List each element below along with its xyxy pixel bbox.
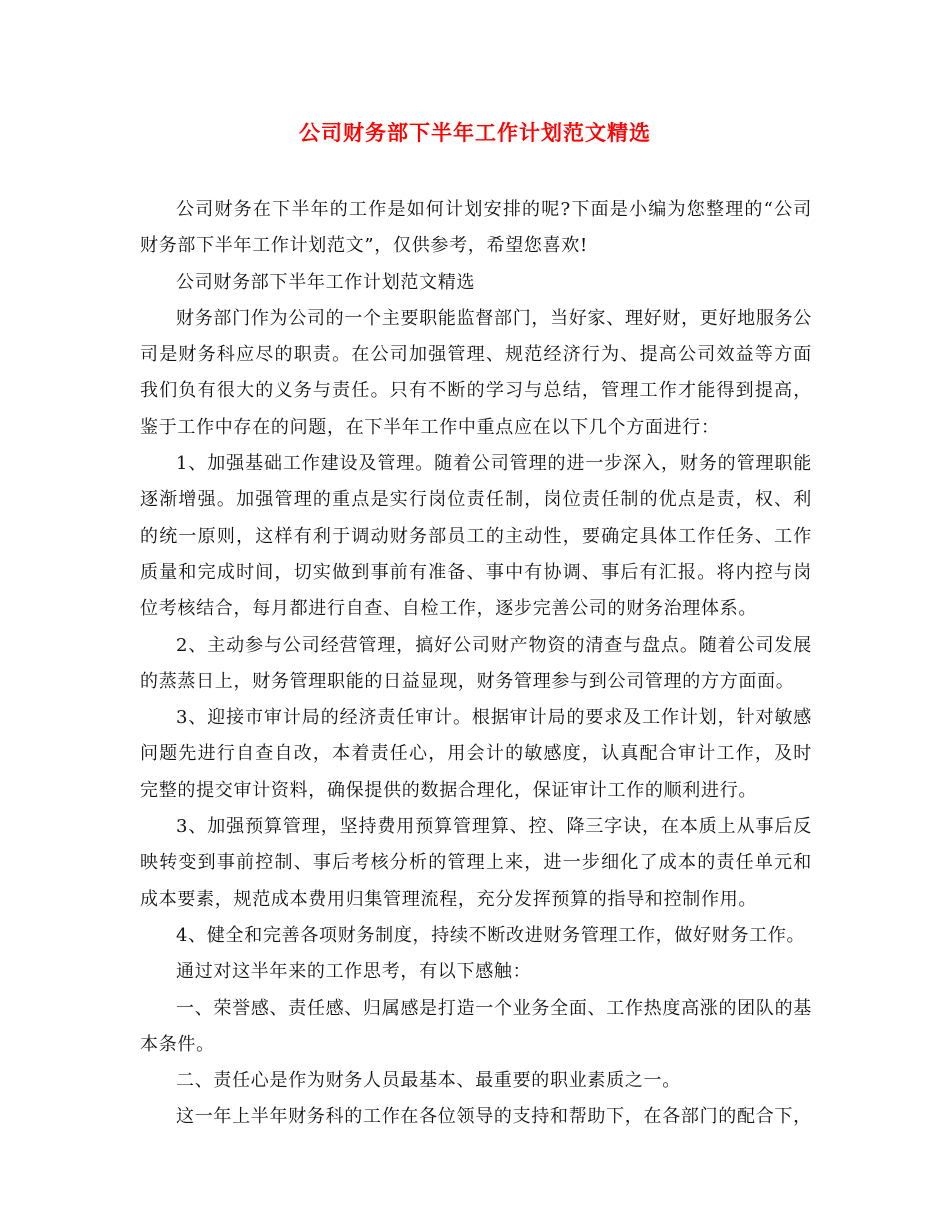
document-title: 公司财务部下半年工作计划范文精选	[299, 120, 651, 145]
paragraph-intro: 公司财务在下半年的工作是如何计划安排的呢?下面是小编为您整理的“公司财务部下半年工作计划范文”，仅供参考，希望您喜欢!	[140, 199, 812, 257]
paragraph-reflection-2: 二、责任心是作为财务人员最基本、最重要的职业素质之一。	[176, 1070, 681, 1092]
paragraph-item-4: 4、健全和完善各项财务制度，持续不断改进财务管理工作，做好财务工作。	[176, 924, 806, 946]
paragraph-closing: 这一年上半年财务科的工作在各位领导的支持和帮助下，在各部门的配合下，	[176, 1106, 812, 1128]
paragraph-reflection-1: 一、荣誉感、责任感、归属感是打造一个业务全面、工作热度高涨的团队的基本条件。	[140, 997, 812, 1055]
paragraph-item-2: 2、主动参与公司经营管理，搞好公司财产物资的清查与盘点。随着公司发展的蒸蒸日上，财务管理职能的日益显现，财务管理参与到公司管理的方方面面。	[140, 634, 812, 692]
paragraph-overview: 财务部门作为公司的一个主要职能监督部门，当好家、理好财，更好地服务公司是财务科应尽的职责。在公司加强管理、规范经济行为、提高公司效益等方面我们负有很大的义务与责任。只有不断的学习与总结，管理工作才能得到提高，鉴于工作中存在的问题，在下半年工作中重点应在以下几个方面进行：	[140, 307, 812, 438]
paragraph-item-3a: 3、迎接市审计局的经济责任审计。根据审计局的要求及工作计划，针对敏感问题先进行自查自改，本着责任心，用会计的敏感度，认真配合审计工作，及时完整的提交审计资料，确保提供的数据合理化，保证审计工作的顺利进行。	[140, 707, 812, 801]
paragraph-subtitle: 公司财务部下半年工作计划范文精选	[176, 271, 476, 293]
paragraph-item-3b: 3、加强预算管理，坚持费用预算管理算、控、降三字诀，在本质上从事后反映转变到事前控制、事后考核分析的管理上来，进一步细化了成本的责任单元和成本要素，规范成本费用归集管理流程，充分发挥预算的指导和控制作用。	[140, 816, 812, 910]
paragraph-item-1: 1、加强基础工作建设及管理。随着公司管理的进一步深入，财务的管理职能逐渐增强。加强管理的重点是实行岗位责任制，岗位责任制的优点是责，权、利的统一原则，这样有利于调动财务部员工的主动性，要确定具体工作任务、工作质量和完成时间，切实做到事前有准备、事中有协调、事后有汇报。将内控与岗位考核结合，每月都进行自查、自检工作，逐步完善公司的财务治理体系。	[140, 453, 812, 620]
document-body	[140, 192, 812, 1136]
paragraph-reflection-intro: 通过对这半年来的工作思考，有以下感触：	[176, 961, 532, 983]
